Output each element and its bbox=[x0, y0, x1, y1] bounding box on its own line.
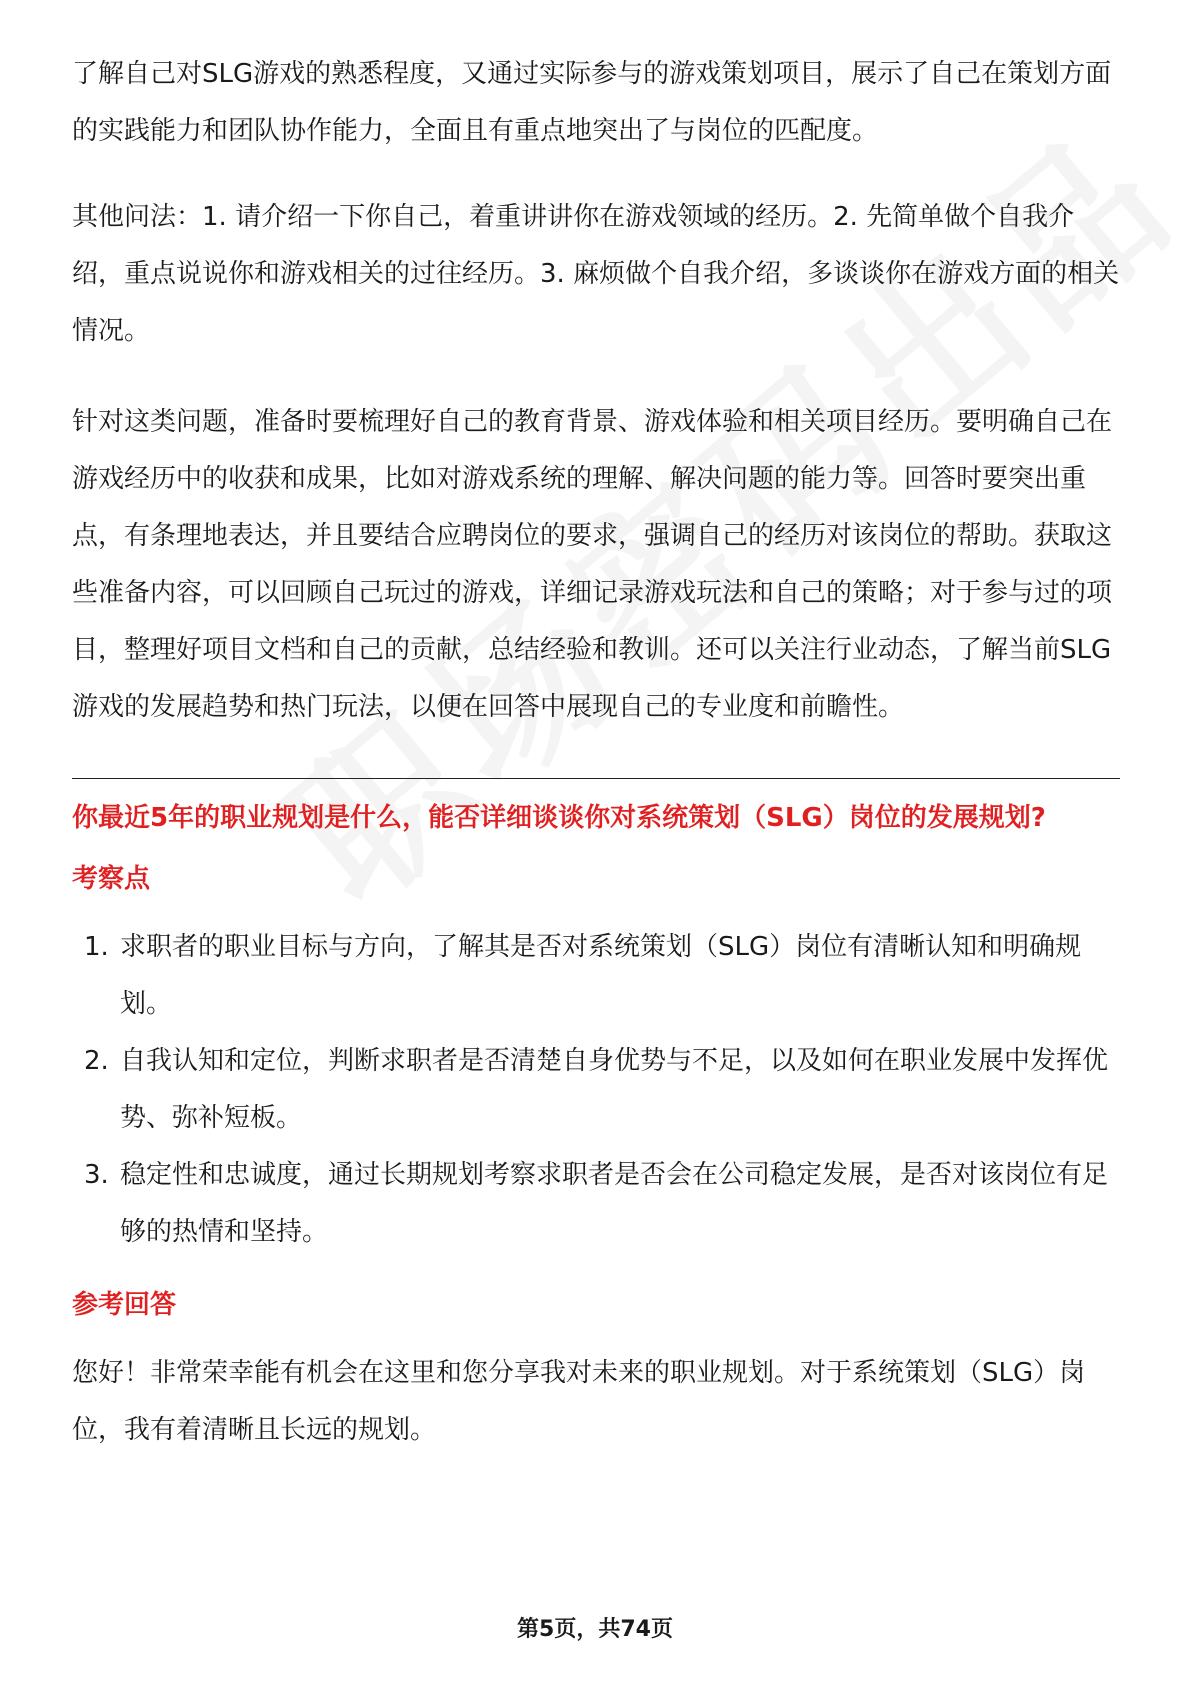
question-title: 你最近5年的职业规划是什么，能否详细谈谈你对系统策划（SLG）岗位的发展规划? bbox=[72, 803, 1046, 833]
list-item bbox=[72, 1033, 1120, 1147]
points-label: 考察点 bbox=[72, 864, 151, 894]
points-list bbox=[72, 919, 1120, 1261]
paragraph-other-questions: 其他问法：1. 请介绍一下你自己，着重讲讲你在游戏领域的经历。2. 先简单做个自我介绍，重点说说你和游戏相关的过往经历。3. 麻烦做个自我介绍，多谈谈你在游戏方面的相关情况。 bbox=[72, 202, 1120, 346]
answer-paragraph: 您好！非常荣幸能有机会在这里和您分享我对未来的职业规划。对于系统策划（SLG）岗位，我有着清晰且长远的规划。 bbox=[72, 1358, 1086, 1445]
list-item-text: 自我认知和定位，判断求职者是否清楚自身优势与不足，以及如何在职业发展中发挥优势、弥补短板。 bbox=[120, 1046, 1109, 1133]
document-body bbox=[72, 46, 1120, 1459]
answer-label: 参考回答 bbox=[72, 1290, 177, 1320]
list-item-number: 2. bbox=[84, 1046, 109, 1076]
list-item-number: 1. bbox=[84, 932, 109, 962]
list-item-text: 稳定性和忠诚度，通过长期规划考察求职者是否会在公司稳定发展，是否对该岗位有足够的热情和坚持。 bbox=[120, 1160, 1109, 1247]
page-number: 第5页，共74页 bbox=[517, 1617, 673, 1642]
list-item bbox=[72, 919, 1120, 1033]
list-item-number: 3. bbox=[84, 1160, 109, 1190]
paragraph-intro-summary: 了解自己对SLG游戏的熟悉程度，又通过实际参与的游戏策划项目，展示了自己在策划方面的实践能力和团队协作能力，全面且有重点地突出了与岗位的匹配度。 bbox=[72, 59, 1112, 146]
section-divider bbox=[72, 778, 1120, 779]
paragraph-preparation-tips: 针对这类问题，准备时要梳理好自己的教育背景、游戏体验和相关项目经历。要明确自己在游戏经历中的收获和成果，比如对游戏系统的理解、解决问题的能力等。回答时要突出重点，有条理地表达，并且要结合应聘岗位的要求，强调自己的经历对该岗位的帮助。获取这些准备内容，可以回顾自己玩过的游戏，详细记录游戏玩法和自己的策略；对于参与过的项目，整理好项目文档和自己的贡献，总结经验和教训。还可以关注行业动态，了解当前SLG游戏的发展趋势和热门玩法，以便在回答中展现自己的专业度和前瞻性。 bbox=[72, 407, 1113, 722]
list-item bbox=[72, 1147, 1120, 1261]
list-item-text: 求职者的职业目标与方向，了解其是否对系统策划（SLG）岗位有清晰认知和明确规划。 bbox=[120, 932, 1082, 1019]
